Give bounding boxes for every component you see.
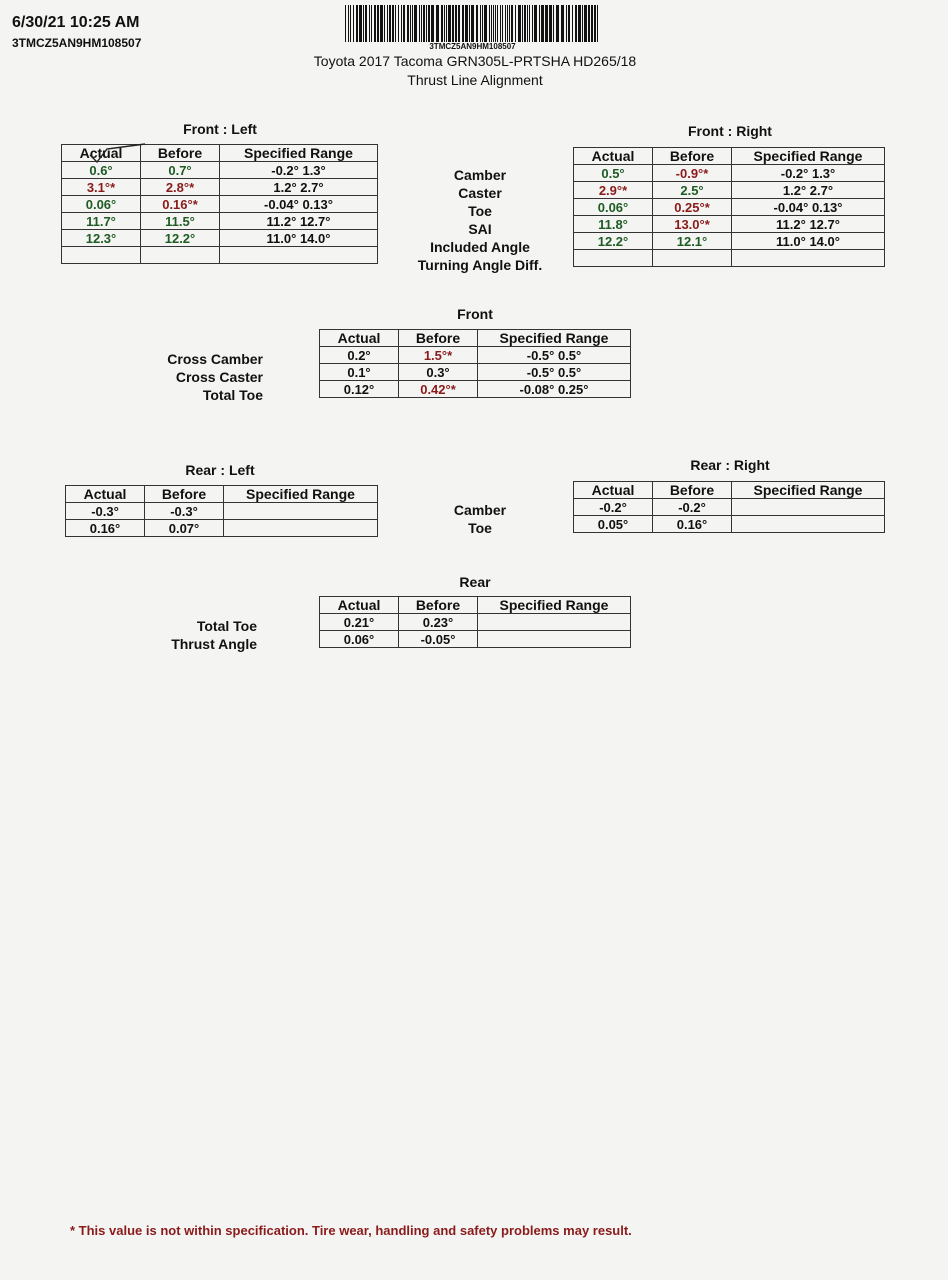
measure-label: Toe	[468, 520, 492, 536]
barcode-bar	[423, 5, 425, 42]
actual-cell: 12.3°	[62, 230, 141, 247]
barcode-bar	[493, 5, 494, 42]
col-range: Specified Range	[732, 482, 885, 499]
table-row	[574, 250, 885, 267]
actual-cell: 11.8°	[574, 216, 653, 233]
range-cell: -0.04° 0.13°	[220, 196, 378, 213]
col-range: Specified Range	[224, 486, 378, 503]
barcode-bar	[522, 5, 523, 42]
barcode-bar	[489, 5, 490, 42]
footer-warning: * This value is not within specification. Tire wear, handling and safety problems may result.	[70, 1223, 632, 1238]
barcode-bar	[568, 5, 570, 42]
barcode-bar	[363, 5, 364, 42]
range-cell: 1.2° 2.7°	[220, 179, 378, 196]
measure-label: Camber	[453, 502, 507, 518]
barcode-bar	[575, 5, 577, 42]
table-row	[62, 179, 378, 196]
barcode-bar	[414, 5, 417, 42]
range-cell: 1.2° 2.7°	[732, 182, 885, 199]
before-cell	[653, 250, 732, 267]
col-actual: Actual	[574, 148, 653, 165]
barcode-bar	[426, 5, 427, 42]
barcode-bar	[476, 5, 478, 42]
barcode-bar	[387, 5, 388, 42]
barcode-bar	[553, 5, 554, 42]
before-cell: 0.25°*	[653, 199, 732, 216]
rear-left-table	[65, 485, 378, 537]
measure-label: Cross Caster	[175, 369, 263, 385]
actual-cell: 2.9°*	[574, 182, 653, 199]
actual-cell: 0.21°	[320, 614, 399, 631]
table-row	[66, 503, 378, 520]
barcode-bar	[398, 5, 399, 42]
measure-label: Thrust Angle	[171, 636, 257, 652]
actual-cell: 3.1°*	[62, 179, 141, 196]
actual-cell: 0.16°	[66, 520, 145, 537]
measure-label: SAI	[468, 221, 492, 237]
before-cell: 12.2°	[141, 230, 220, 247]
range-cell	[220, 247, 378, 264]
measure-label: Included Angle	[430, 239, 530, 255]
before-cell: -0.9°*	[653, 165, 732, 182]
barcode-bar	[403, 5, 405, 42]
barcode-bar	[507, 5, 508, 42]
barcode-bar	[465, 5, 468, 42]
barcode-bar	[389, 5, 391, 42]
barcode-bar	[484, 5, 487, 42]
actual-cell: 0.12°	[320, 381, 399, 398]
actual-cell: -0.3°	[66, 503, 145, 520]
table-header-row	[574, 148, 885, 165]
actual-cell: 0.05°	[574, 516, 653, 533]
table-row	[62, 230, 378, 247]
front-center-labels	[100, 350, 263, 404]
barcode-bar	[350, 5, 351, 42]
barcode-bar	[556, 5, 559, 42]
range-cell	[478, 631, 631, 648]
report-datetime: 6/30/21 10:25 AM	[12, 14, 140, 31]
barcode-bar	[359, 5, 362, 42]
col-before: Before	[145, 486, 224, 503]
before-cell: -0.05°	[399, 631, 478, 648]
range-cell: 11.0° 14.0°	[732, 233, 885, 250]
before-cell: 0.42°*	[399, 381, 478, 398]
before-cell: 12.1°	[653, 233, 732, 250]
before-cell: 2.8°*	[141, 179, 220, 196]
actual-cell: 11.7°	[62, 213, 141, 230]
actual-cell: 0.5°	[574, 165, 653, 182]
front-right-title: Front : Right	[688, 123, 772, 139]
col-actual: Actual	[62, 145, 141, 162]
table-row	[574, 216, 885, 233]
before-cell: 0.16°	[653, 516, 732, 533]
actual-cell: 0.06°	[320, 631, 399, 648]
barcode-bar	[597, 5, 598, 42]
barcode-bar	[495, 5, 496, 42]
table-row	[574, 233, 885, 250]
col-actual: Actual	[66, 486, 145, 503]
barcode-bar	[384, 5, 385, 42]
before-cell: 0.3°	[399, 364, 478, 381]
table-row	[574, 182, 885, 199]
barcode-bar	[511, 5, 513, 42]
range-cell	[478, 614, 631, 631]
barcode-bar	[491, 5, 492, 42]
table-header-row	[320, 330, 631, 347]
actual-cell: 0.6°	[62, 162, 141, 179]
front-right-table	[573, 147, 885, 267]
actual-cell	[62, 247, 141, 264]
before-cell: 13.0°*	[653, 216, 732, 233]
table-row	[574, 516, 885, 533]
table-row	[62, 196, 378, 213]
barcode-bar	[502, 5, 503, 42]
col-range: Specified Range	[220, 145, 378, 162]
barcode-bar	[524, 5, 526, 42]
barcode-bar	[410, 5, 411, 42]
measure-label: Cross Camber	[167, 351, 263, 367]
table-header-row	[574, 482, 885, 499]
barcode-bar	[452, 5, 454, 42]
barcode-bar	[509, 5, 510, 42]
range-cell	[732, 499, 885, 516]
col-before: Before	[399, 597, 478, 614]
barcode-bar	[534, 5, 537, 42]
range-cell: -0.2° 1.3°	[732, 165, 885, 182]
col-before: Before	[141, 145, 220, 162]
actual-cell: 0.06°	[62, 196, 141, 213]
rear-left-title: Rear : Left	[185, 462, 255, 478]
actual-cell: 12.2°	[574, 233, 653, 250]
table-row	[320, 381, 631, 398]
rear-center-title: Rear	[459, 574, 491, 590]
rear-right-title: Rear : Right	[690, 457, 770, 473]
barcode-bar	[518, 5, 521, 42]
barcode-bar	[578, 5, 581, 42]
rear-center-labels	[100, 617, 257, 653]
barcode-bar	[480, 5, 481, 42]
col-range: Specified Range	[478, 330, 631, 347]
table-row	[574, 199, 885, 216]
table-row	[62, 162, 378, 179]
range-cell: -0.2° 1.3°	[220, 162, 378, 179]
barcode-bar	[380, 5, 383, 42]
barcode-bar	[584, 5, 587, 42]
barcode-bar	[348, 5, 349, 42]
actual-cell: 0.1°	[320, 364, 399, 381]
barcode-bar	[482, 5, 483, 42]
vehicle-description: Toyota 2017 Tacoma GRN305L-PRTSHA HD265/18	[313, 53, 637, 69]
barcode-bar	[515, 5, 516, 42]
table-row	[320, 614, 631, 631]
barcode-bar	[529, 5, 530, 42]
range-cell	[224, 520, 378, 537]
barcode-bar	[374, 5, 376, 42]
barcode-bar	[582, 5, 583, 42]
before-cell: -0.2°	[653, 499, 732, 516]
measure-label: Total Toe	[196, 618, 257, 634]
barcode-bar	[371, 5, 372, 42]
table-row	[320, 364, 631, 381]
barcode-bar	[395, 5, 396, 42]
barcode-bar	[345, 5, 346, 42]
barcode-bar	[448, 5, 451, 42]
barcode-bar	[497, 5, 498, 42]
table-header-row	[320, 597, 631, 614]
measure-label: Total Toe	[202, 387, 263, 403]
rear-measure-labels	[420, 501, 540, 537]
actual-cell: -0.2°	[574, 499, 653, 516]
barcode-bar	[353, 5, 354, 42]
barcode-bar	[500, 5, 501, 42]
barcode-bar	[392, 5, 394, 42]
barcode-bar	[446, 5, 447, 42]
barcode-bar	[419, 5, 420, 42]
measure-label: Caster	[458, 185, 502, 201]
barcode-bar	[412, 5, 413, 42]
range-cell	[732, 250, 885, 267]
table-row	[574, 165, 885, 182]
measure-label: Camber	[453, 167, 507, 183]
barcode-text: 3TMCZ5AN9HM108507	[429, 42, 516, 51]
barcode-bar	[505, 5, 506, 42]
barcode-bar	[401, 5, 402, 42]
barcode-bar	[588, 5, 590, 42]
before-cell: 1.5°*	[399, 347, 478, 364]
measure-label: Toe	[468, 203, 492, 219]
barcode-bar	[377, 5, 379, 42]
col-before: Before	[653, 148, 732, 165]
barcode-bar	[462, 5, 464, 42]
range-cell: -0.04° 0.13°	[732, 199, 885, 216]
before-cell: 0.7°	[141, 162, 220, 179]
table-row	[320, 347, 631, 364]
vin-number: 3TMCZ5AN9HM108507	[12, 36, 142, 50]
col-actual: Actual	[320, 330, 399, 347]
col-before: Before	[399, 330, 478, 347]
barcode-bar	[407, 5, 409, 42]
table-row	[62, 213, 378, 230]
range-cell: 11.0° 14.0°	[220, 230, 378, 247]
col-before: Before	[653, 482, 732, 499]
barcode-bar	[455, 5, 457, 42]
rear-center-table	[319, 596, 631, 648]
front-left-title: Front : Left	[183, 121, 257, 137]
before-cell: 11.5°	[141, 213, 220, 230]
barcode-bar	[444, 5, 445, 42]
col-actual: Actual	[574, 482, 653, 499]
barcode-bar	[469, 5, 470, 42]
before-cell: 0.23°	[399, 614, 478, 631]
table-header-row	[66, 486, 378, 503]
before-cell: 0.16°*	[141, 196, 220, 213]
table-row	[62, 247, 378, 264]
barcode-bar	[365, 5, 367, 42]
barcode-bar	[549, 5, 552, 42]
range-cell: -0.5° 0.5°	[478, 347, 631, 364]
col-range: Specified Range	[732, 148, 885, 165]
before-cell: 2.5°	[653, 182, 732, 199]
barcode-bar	[436, 5, 439, 42]
barcode	[345, 5, 600, 42]
report-title: Thrust Line Alignment	[407, 72, 543, 88]
barcode-bar	[356, 5, 358, 42]
barcode-bar	[541, 5, 544, 42]
before-cell	[141, 247, 220, 264]
range-cell: 11.2° 12.7°	[220, 213, 378, 230]
barcode-bar	[428, 5, 430, 42]
barcode-bar	[572, 5, 573, 42]
col-actual: Actual	[320, 597, 399, 614]
table-row	[320, 631, 631, 648]
handwritten-check-mark	[87, 143, 149, 163]
barcode-bar	[458, 5, 460, 42]
col-range: Specified Range	[478, 597, 631, 614]
barcode-bar	[369, 5, 370, 42]
barcode-bar	[527, 5, 528, 42]
measure-label: Turning Angle Diff.	[417, 257, 543, 273]
front-center-title: Front	[457, 306, 493, 322]
front-measure-labels	[395, 166, 565, 274]
barcode-bar	[421, 5, 422, 42]
range-cell: -0.08° 0.25°	[478, 381, 631, 398]
barcode-bar	[591, 5, 593, 42]
barcode-bar	[539, 5, 540, 42]
barcode-bar	[594, 5, 596, 42]
range-cell: -0.5° 0.5°	[478, 364, 631, 381]
barcode-bar	[441, 5, 443, 42]
range-cell	[732, 516, 885, 533]
barcode-bar	[532, 5, 533, 42]
range-cell: 11.2° 12.7°	[732, 216, 885, 233]
actual-cell: 0.2°	[320, 347, 399, 364]
barcode-bar	[471, 5, 474, 42]
range-cell	[224, 503, 378, 520]
barcode-bar	[545, 5, 548, 42]
before-cell: 0.07°	[145, 520, 224, 537]
before-cell: -0.3°	[145, 503, 224, 520]
table-row	[574, 499, 885, 516]
front-center-table	[319, 329, 631, 398]
barcode-bar	[561, 5, 564, 42]
actual-cell	[574, 250, 653, 267]
actual-cell: 0.06°	[574, 199, 653, 216]
rear-right-table	[573, 481, 885, 533]
table-row	[66, 520, 378, 537]
barcode-bar	[566, 5, 567, 42]
barcode-bar	[431, 5, 434, 42]
